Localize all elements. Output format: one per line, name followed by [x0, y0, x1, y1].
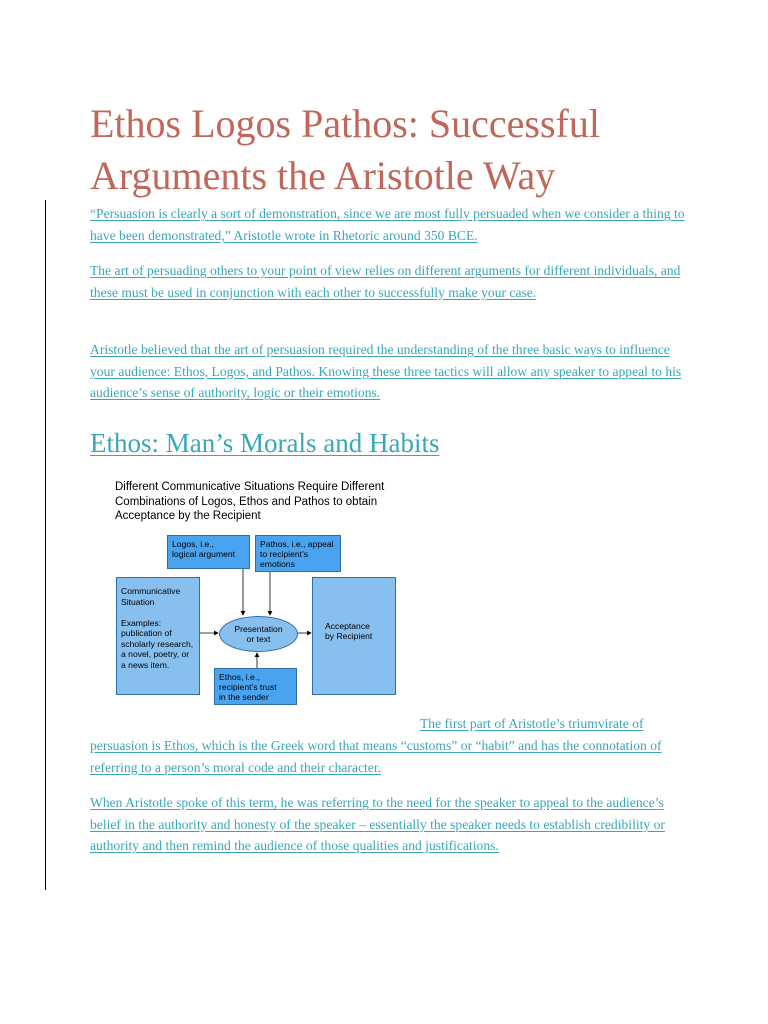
paragraph-art-of-persuading[interactable]: The art of persuading others to your point of view relies on different arguments for different individuals, and these must be used in conjunction with each other to successfully make your case. [90, 263, 681, 300]
logos-box: Logos, i.e., logical argument [167, 535, 250, 569]
paragraph-ethos-credibility[interactable]: When Aristotle spoke of this term, he was referring to the need for the speaker to appeal to the audience’s belief in the authority and honesty of the speaker – essentially the speaker needs to establish credibility or authority and then remind the audience of those qualities and justifications. [90, 795, 665, 853]
page-margin-line [45, 200, 46, 890]
paragraph-ethos-intro[interactable]: persuasion is Ethos, which is the Greek word that means “customs” or “habit” and has the connotation of referring to a person’s moral code and their character. [90, 738, 662, 775]
paragraph-three-ways[interactable]: Aristotle believed that the art of persuasion required the understanding of the three basic ways to influence your audience: Ethos, Logos, and Pathos. Knowing these three tactics will allow any speaker to appeal to his audience’s sense of authority, logic or their emotions. [90, 342, 682, 400]
communicative-situation-box: Communicative Situation Examples: publication of scholarly research, a novel, poetry, or a news item. [116, 577, 200, 695]
pathos-box: Pathos, i.e., appeal to recipient’s emotions [255, 535, 341, 572]
paragraph-quote[interactable]: “Persuasion is clearly a sort of demonstration, since we are most fully persuaded when we consider a thing to have been demonstrated,” Aristotle wrote in Rhetoric around 350 BCE. [90, 206, 685, 243]
diagram-title: Different Communicative Situations Require Different Combinations of Logos, Ethos and Pathos to obtain Acceptance by the Recipient [115, 481, 385, 522]
paragraph-ethos-intro-line1[interactable]: The first part of Aristotle’s triumvirate of [420, 716, 644, 731]
acceptance-box: Acceptance by Recipient [312, 577, 396, 695]
persuasion-diagram [110, 478, 410, 710]
page-title: Ethos Logos Pathos: Successful Arguments the Aristotle Way [90, 101, 600, 198]
section-heading-ethos[interactable]: Ethos: Man’s Morals and Habits [90, 428, 440, 458]
presentation-ellipse: Presentation or text [219, 616, 298, 652]
ethos-box: Ethos, i.e., recipient’s trust in the sender [214, 668, 297, 705]
